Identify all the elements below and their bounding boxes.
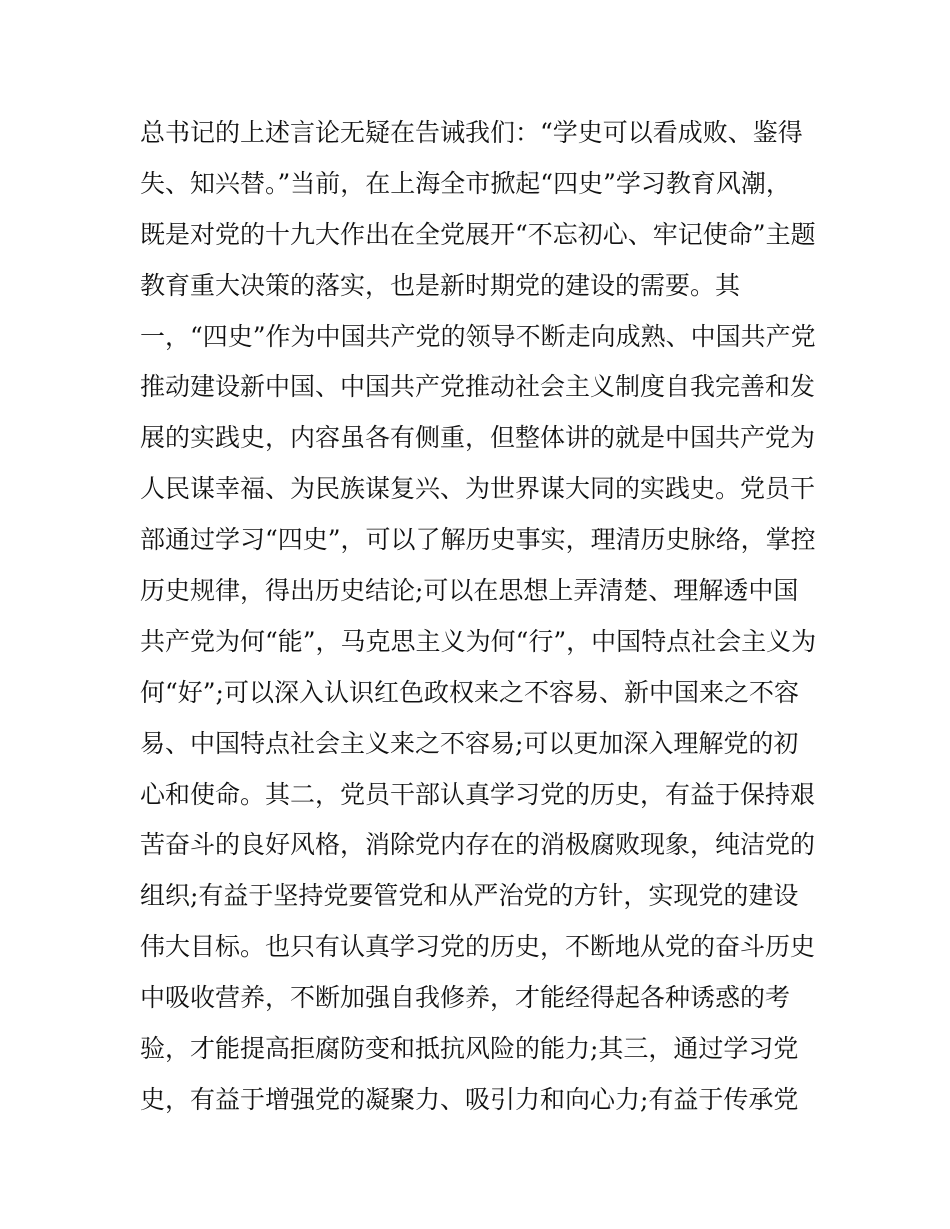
text-line: 既是对党的十九大作出在全党展开“不忘初心、牢记使命”主题 <box>140 219 816 249</box>
text-line: 共产党为何“能”，马克思主义为何“行”，中国特点社会主义为 <box>140 626 817 656</box>
text-line: 一，“四史”作为中国共产党的领导不断走向成熟、中国共产党 <box>140 321 816 351</box>
text-line: 验，才能提高拒腐防变和抵抗风险的能力;其三，通过学习党 <box>140 1034 799 1064</box>
text-line: 展的实践史，内容虽各有侧重，但整体讲的就是中国共产党为 <box>140 423 816 453</box>
text-line: 推动建设新中国、中国共产党推动社会主义制度自我完善和发 <box>140 372 816 402</box>
text-line: 史，有益于增强党的凝聚力、吸引力和向心力;有益于传承党 <box>140 1084 799 1114</box>
text-line: 组织;有益于坚持党要管党和从严治党的方针，实现党的建设 <box>140 881 799 911</box>
text-line: 部通过学习“四史”，可以了解历史事实，理清历史脉络，掌控 <box>140 525 816 555</box>
body-text <box>140 108 830 1126</box>
text-line: 伟大目标。也只有认真学习党的历史，不断地从党的奋斗历史 <box>140 932 816 962</box>
text-line: 总书记的上述言论无疑在告诫我们：“学史可以看成败、鉴得 <box>140 118 803 147</box>
text-line: 教育重大决策的落实，也是新时期党的建设的需要。其 <box>140 270 741 300</box>
text-line: 何“好”;可以深入认识红色政权来之不容易、新中国来之不容 <box>140 677 799 707</box>
text-line: 历史规律，得出历史结论;可以在思想上弄清楚、理解透中国 <box>140 576 799 606</box>
text-line: 易、中国特点社会主义来之不容易;可以更加深入理解党的初 <box>140 728 799 758</box>
text-line: 心和使命。其二，党员干部认真学习党的历史，有益于保持艰 <box>140 779 816 809</box>
text-line: 失、知兴替。”当前，在上海全市掀起“四史”学习教育风潮， <box>140 168 791 198</box>
text-line: 苦奋斗的良好风格，消除党内存在的消极腐败现象，纯洁党的 <box>140 830 816 860</box>
text-line: 中吸收营养，不断加强自我修养，才能经得起各种诱惑的考 <box>140 983 791 1013</box>
text-line: 人民谋幸福、为民族谋复兴、为世界谋大同的实践史。党员干 <box>140 474 816 504</box>
